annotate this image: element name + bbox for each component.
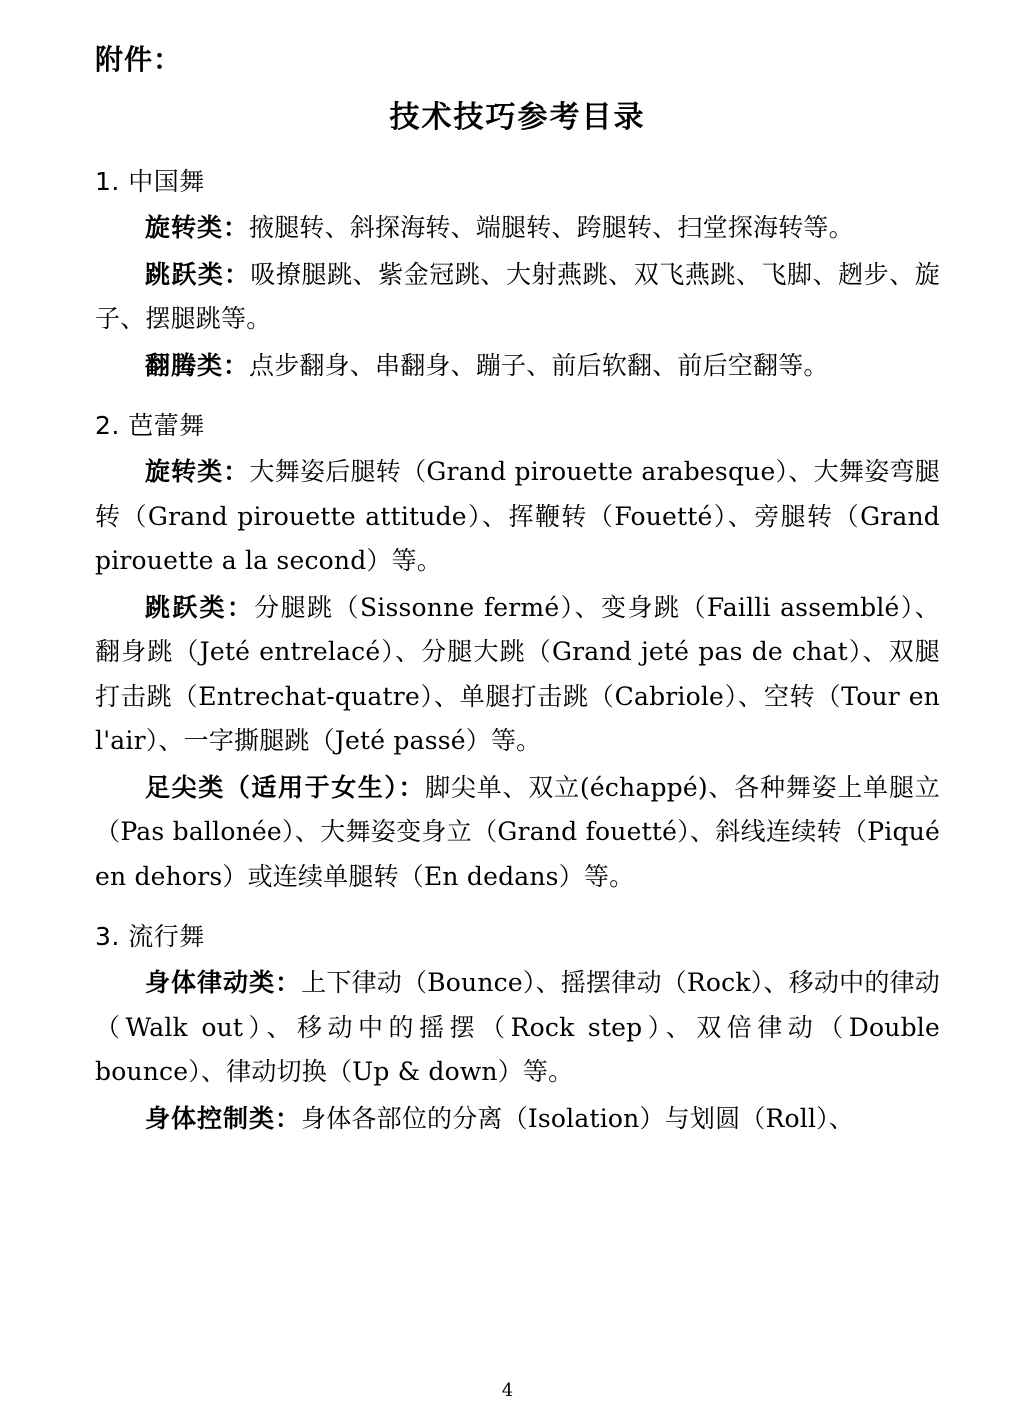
section-heading-1: 1. 中国舞 [95,167,205,196]
entry-paragraph [95,450,940,584]
entry-term: 身体控制类： [145,1103,302,1133]
entry-paragraph [95,586,940,764]
page-title: 技术技巧参考目录 [389,100,646,135]
entry-term: 跳跃类： [145,592,255,622]
entry-term: 翻腾类： [145,350,250,380]
entry-paragraph [95,1097,940,1142]
entry-term: 旋转类： [145,213,250,242]
entry-paragraph [95,766,940,900]
entry-text: 点步翻身、串翻身、蹦子、前后软翻、前后空翻等。 [249,350,829,380]
entry-term: 跳跃类： [145,259,251,289]
attachment-label: 附件： [95,43,183,76]
entry-text: 大舞姿后腿转（Grand pirouette arabesque）、大舞姿弯腿转（Grand pirouette attitude）、挥鞭转（Fouetté）、旁腿转（Grand pirouette a la second）等。 [95,457,940,575]
entry-term: 旋转类： [145,457,250,486]
entry-text: 掖腿转、斜探海转、端腿转、跨腿转、扫堂探海转等。 [249,213,854,242]
entry-text: 身体各部位的分离（Isolation）与划圆（Roll）、 [301,1103,855,1133]
entry-text: 上下律动（Bounce）、摇摆律动（Rock）、移动中的律动（Walk out）、移动中的摇摆（Rock step）、双倍律动（Double bounce）、律动切换（Up & down）等。 [95,968,940,1086]
entry-paragraph [95,344,940,389]
entry-text: 吸撩腿跳、紫金冠跳、大射燕跳、双飞燕跳、飞脚、趔步、旋子、摆腿跳等。 [95,259,940,333]
page-number: 4 [501,1380,514,1401]
entry-paragraph [95,253,940,342]
section-heading-3: 3. 流行舞 [95,922,205,951]
entry-text: 分腿跳（Sissonne fermé）、变身跳（Failli assemblé）、翻身跳（Jeté entrelacé）、分腿大跳（Grand jeté pas de chat）、双腿打击跳（Entrechat-quatre）、单腿打击跳（Cabriole）、空转（Tour en l'air）、一字撕腿跳（Jeté passé）等。 [95,592,940,755]
section-heading-2: 2. 芭蕾舞 [95,411,205,440]
entry-term: 足尖类（适用于女生）： [145,772,426,802]
entry-paragraph [95,206,940,251]
entry-text: 脚尖单、双立(échappé)、各种舞姿上单腿立（Pas ballonée）、大舞姿变身立（Grand fouetté）、斜线连续转（Piqué en dehors）或连续单腿转（En dedans）等。 [95,772,940,891]
entry-term: 身体律动类： [145,968,302,997]
entry-paragraph [95,961,940,1095]
